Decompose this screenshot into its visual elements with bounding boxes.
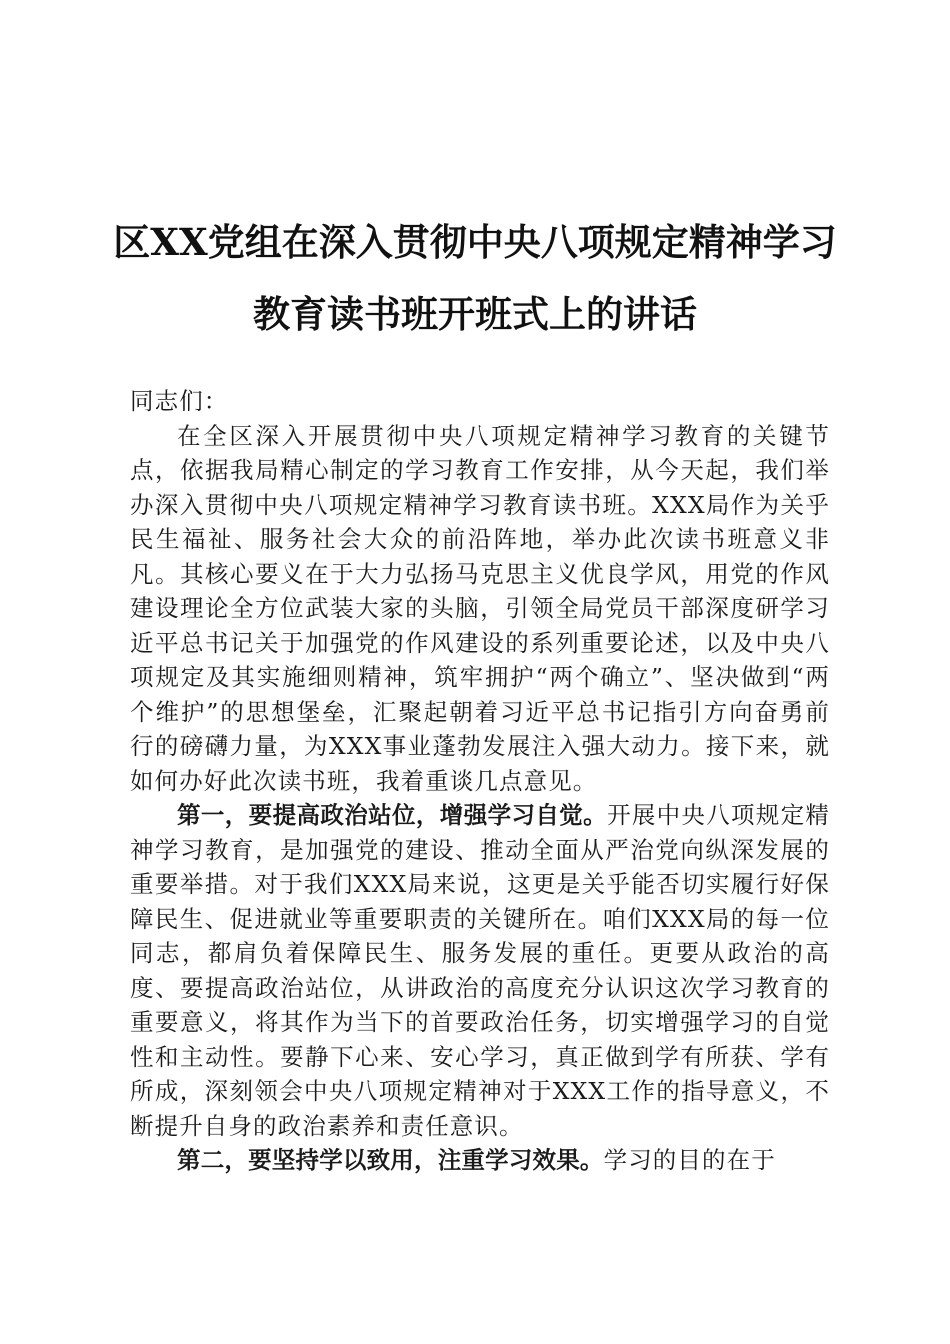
salutation: 同志们： (130, 387, 229, 415)
point-one-text: 开展中央八项规定精神学习教育，是加强党的建设、推动全面从严治党向纵深发展的重要举措。对于我们XXX局来说，这更是关乎能否切实履行好保障民生、促进就业等重要职责的关键所在。咱们XXX局的每一位同志，都肩负着保障民生、服务发展的重任。更要从政治的高度、要提高政治站位，从讲政治的高度充分认识这次学习教育的重要意义，将其作为当下的首要政治任务，切实增强学习的自觉性和主动性。要静下心来、安心学习，真正做到学有所获、学有所成，深刻领会中央八项规定精神对于XXX工作的指导意义，不断提升自身的政治素养和责任意识。 (130, 801, 830, 1140)
paragraph-point-one (130, 798, 830, 1143)
point-two-heading: 第二，要坚持学以致用，注重学习效果。 (177, 1146, 604, 1174)
paragraph-point-two (130, 1143, 830, 1178)
paragraph-intro: 在全区深入开展贯彻中央八项规定精神学习教育的关键节点，依据我局精心制定的学习教育工作安排，从今天起，我们举办深入贯彻中央八项规定精神学习教育读书班。XXX局作为关乎民生福祉、服务社会大众的前沿阵地，举办此次读书班意义非凡。其核心要义在于大力弘扬马克思主义优良学风，用党的作风建设理论全方位武装大家的头脑，引领全局党员干部深度研学习近平总书记关于加强党的作风建设的系列重要论述，以及中央八项规定及其实施细则精神，筑牢拥护“两个确立”、坚决做到“两个维护”的思想堡垒，汇聚起朝着习近平总书记指引方向奋勇前行的磅礴力量，为XXX事业蓬勃发展注入强大动力。接下来，就如何办好此次读书班，我着重谈几点意见。 (130, 421, 830, 795)
point-two-text: 学习的目的在于 (603, 1146, 776, 1174)
document-body (130, 384, 830, 1178)
point-one-heading: 第一，要提高政治站位，增强学习自觉。 (177, 801, 608, 829)
document-title-line-2: 教育读书班开班式上的讲话 (253, 292, 697, 336)
document-title-line-1: 区XX党组在深入贯彻中央八项规定精神学习 (113, 220, 837, 264)
